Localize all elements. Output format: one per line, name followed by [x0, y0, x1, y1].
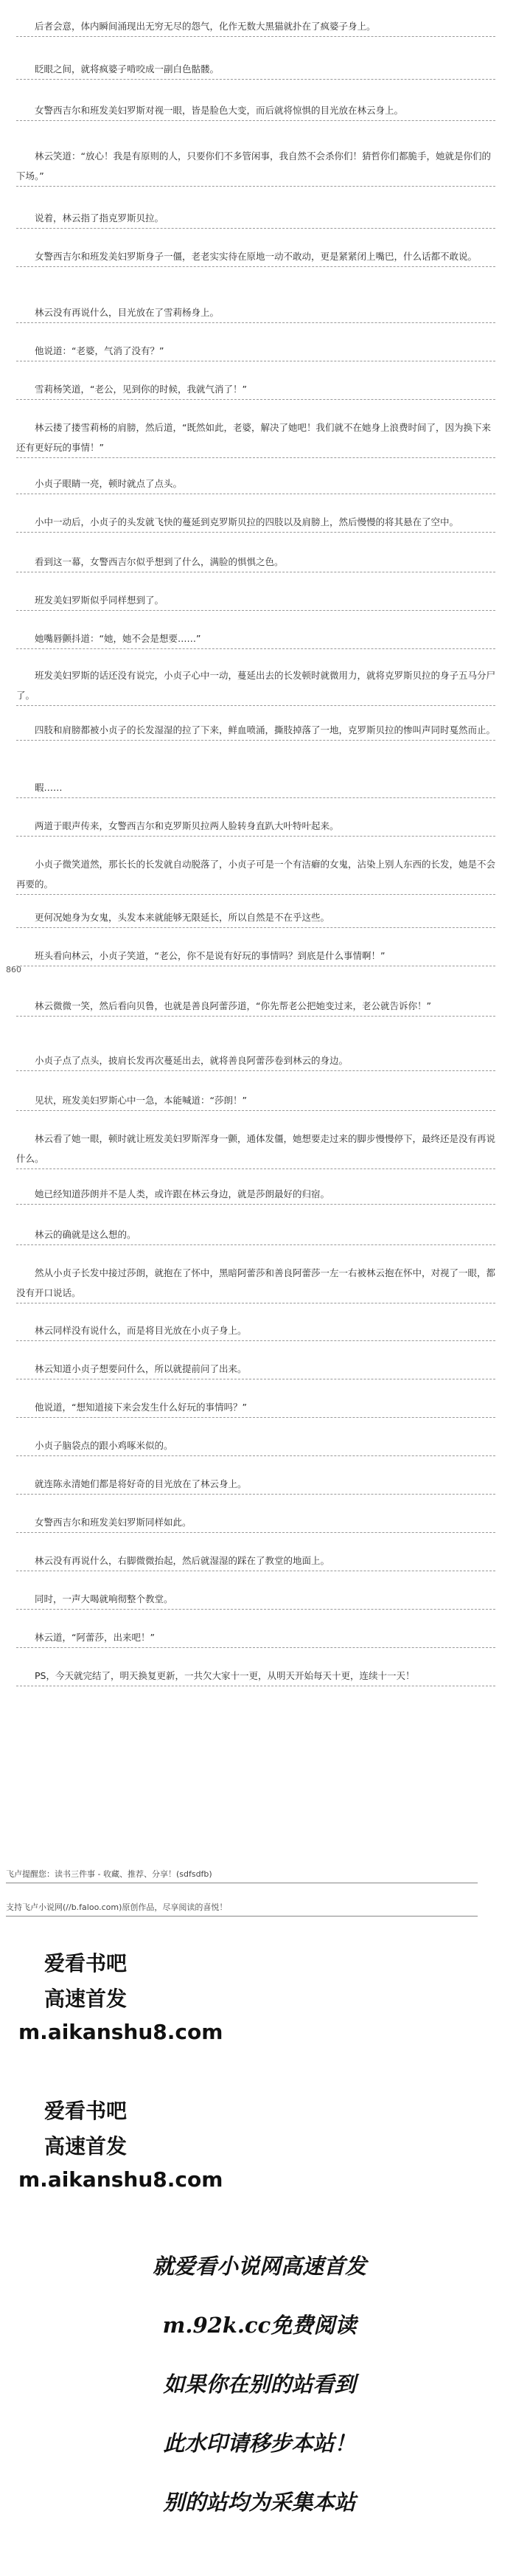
ad-title: 爱看书吧 — [44, 2099, 128, 2123]
paragraph: 见状，班发美妇罗斯心中一急，本能喊道：“莎朗！” — [16, 1090, 495, 1111]
paragraph: 说着，林云指了指克罗斯贝拉。 — [16, 208, 495, 229]
paragraph: 眨眼之间，就将疯婆子啃咬成一副白色骷髅。 — [16, 59, 495, 80]
watermark-line: 如果你在别的站看到 — [163, 2372, 356, 2397]
paragraph: 看到这一幕，女警西吉尔似乎想到了什么，满脸的惧惧之色。 — [16, 552, 495, 572]
paragraph: 小贞子眼睛一亮，顿时就点了点头。 — [16, 474, 495, 494]
paragraph: 林云的确就是这么想的。 — [16, 1225, 495, 1245]
paragraph: 班头看向林云，小贞子笑道，“老公，你不是说有好玩的事情吗？到底是什么事情啊！” — [16, 946, 495, 966]
paragraph: 同时，一声大喝就响彻整个教堂。 — [16, 1589, 495, 1610]
paragraph: 女警西吉尔和班发美妇罗斯同样如此。 — [16, 1512, 495, 1533]
paragraph: 两道于眼声传来，女警西吉尔和克罗斯贝拉两人脸转身直趴大叶特叶起来。 — [16, 816, 495, 837]
ad-subtitle: 高速首发 — [44, 1987, 128, 2011]
paragraph: 小贞子脑袋点的跟小鸡啄米似的。 — [16, 1436, 495, 1456]
paragraph: 林云道，“阿蕾莎，出来吧！” — [16, 1627, 495, 1648]
paragraph: 林云微微一笑，然后看向贝鲁，也就是善良阿蕾莎道，“你先帮老公把她变过来，老公就告诉你！” — [16, 996, 495, 1017]
ad-url[interactable]: m.aikanshu8.com — [18, 2167, 223, 2192]
paragraph: 雪莉杨笑道，“老公，见到你的时候，我就气消了！” — [16, 379, 495, 400]
paragraph: 林云知道小贞子想要问什么，所以就提前问了出来。 — [16, 1359, 495, 1379]
paragraph: 她嘴唇颤抖道：“她，她不会是想要……” — [16, 629, 495, 649]
paragraph: 小贞子微笑道然，那长长的长发就自动脱落了，小贞子可是一个有洁癖的女鬼，沾染上别人东西的长发，她是不会再要的。 — [16, 854, 495, 895]
paragraph: 更何况她身为女鬼，头发本来就能够无限延长，所以自然是不在乎这些。 — [16, 907, 495, 928]
paragraph: 女警西吉尔和班发美妇罗斯身子一僵，老老实实待在原地一动不敢动，更是紧紧闭上嘴巴，什么话都不敢说。 — [16, 246, 495, 267]
paragraph: 林云看了她一眼，顿时就让班发美妇罗斯浑身一颤，通体发僵，她想要走过来的脚步慢慢停下，最终还是没有再说什么。 — [16, 1129, 495, 1169]
paragraph: 他说道，“想知道接下来会发生什么好玩的事情吗？” — [16, 1397, 495, 1418]
watermark-line: 此水印请移步本站！ — [163, 2431, 356, 2456]
paragraph: 班发美妇罗斯似乎同样想到了。 — [16, 590, 495, 611]
ad-url[interactable]: m.aikanshu8.com — [18, 2020, 223, 2044]
paragraph: 女警西吉尔和班发美妇罗斯对视一眼，皆是脸色大变，而后就将惊惧的目光放在林云身上。 — [16, 100, 495, 121]
paragraph: 小中一动后，小贞子的头发就飞快的蔓延到克罗斯贝拉的四肢以及肩膀上，然后慢慢的将其悬在了空中。 — [16, 512, 495, 533]
paragraph: 四肢和肩膀都被小贞子的长发湿湿的拉了下来，鲜血喷涌，撕肢掉落了一地，克罗斯贝拉的惨叫声同时戛然而止。 — [16, 720, 495, 741]
paragraph: 他说道：“老婆，气消了没有？” — [16, 341, 495, 361]
page-marker: 860 — [6, 965, 21, 974]
paragraph: 林云没有再说什么，右脚微微抬起，然后就湿湿的踩在了教堂的地面上。 — [16, 1551, 495, 1571]
ad-title: 爱看书吧 — [44, 1951, 128, 1976]
watermark-line: 就爱看小说网高速首发 — [152, 2254, 366, 2279]
paragraph: 小贞子点了点头，披肩长发再次蔓延出去，就将善良阿蕾莎卷到林云的身边。 — [16, 1050, 495, 1071]
paragraph: PS，今天就完结了，明天换复更新，一共欠大家十一更，从明天开始每天十更，连续十一天！ — [16, 1666, 495, 1686]
paragraph: 她已经知道莎朗并不是人类，或许跟在林云身边，就是莎朗最好的归宿。 — [16, 1184, 495, 1205]
paragraph: 林云没有再说什么，目光放在了雪莉杨身上。 — [16, 302, 495, 323]
paragraph: 班发美妇罗斯的话还没有说完，小贞子心中一动，蔓延出去的长发顿时就微用力，就将克罗斯贝拉的身子五马分尸了。 — [16, 665, 495, 706]
ad-subtitle: 高速首发 — [44, 2134, 128, 2158]
footer-reminder: 飞卢提醒您：读书三件事 - 收藏、推荐、分享！(sdfsdfb) — [6, 1866, 478, 1883]
paragraph: 就连陈永清她们都是将好奇的目光放在了林云身上。 — [16, 1474, 495, 1495]
paragraph: 然从小贞子长发中接过莎朗，就抱在了怀中，黑暗阿蕾莎和善良阿蕾莎一左一右被林云抱在怀中，对视了一眼，都没有开口说话。 — [16, 1263, 495, 1303]
paragraph: 林云同样没有说什么，而是将目光放在小贞子身上。 — [16, 1320, 495, 1341]
paragraph: 后者会意，体内瞬间涌现出无穷无尽的怨气，化作无数大黑猫就扑在了疯婆子身上。 — [16, 16, 495, 37]
watermark-line: 别的站均为采集本站 — [163, 2490, 356, 2515]
watermark-line: m.92k.cc免费阅读 — [162, 2313, 357, 2338]
paragraph: 林云笑道：“放心！我是有原则的人，只要你们不多管闲事，我自然不会杀你们！猜哲你们都脆手，她就是你们的下场。” — [16, 146, 495, 187]
footer-support-link[interactable]: 支持飞卢小说网(//b.faloo.com)原创作品，尽享阅读的喜悦！ — [6, 1900, 478, 1917]
paragraph: 林云搂了搂雪莉杨的肩膀，然后道，“既然如此，老婆，解决了她吧！我们就不在她身上浪费时间了，因为换下来还有更好玩的事情！” — [16, 418, 495, 458]
paragraph: 暇…… — [16, 778, 495, 798]
